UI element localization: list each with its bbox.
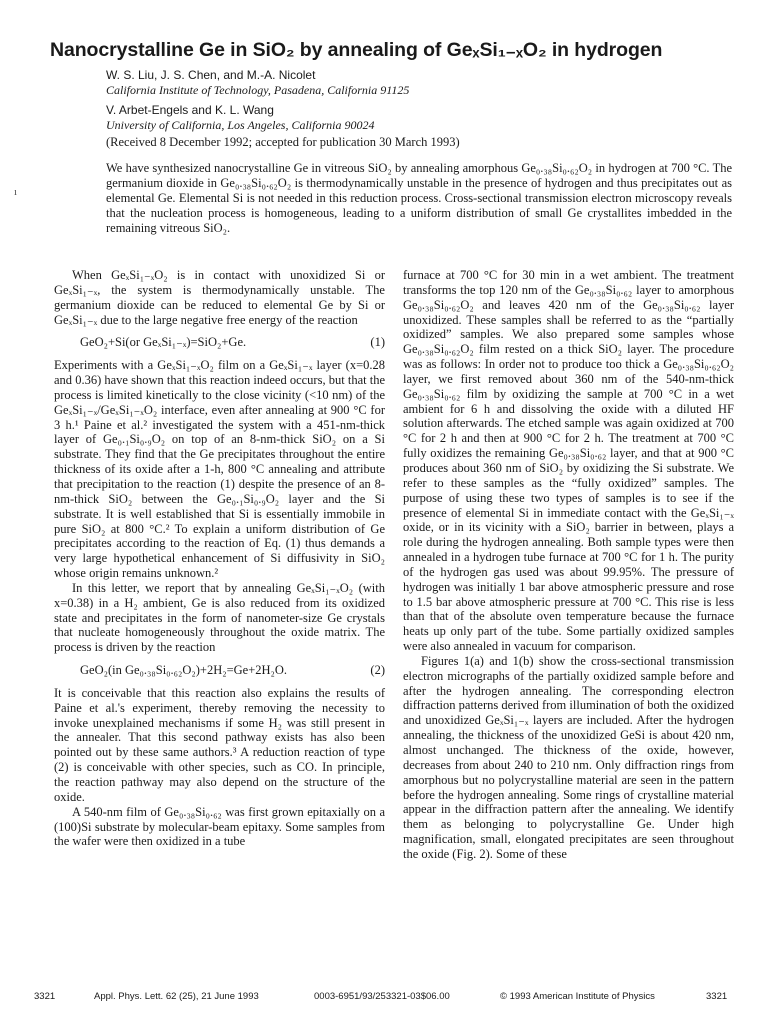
paragraph: In this letter, we report that by annealing GeₓSi₁₋ₓO₂ (with x=0.38) in a H₂ ambient, Ge is also reduced from its oxidized state and precipitates in the form of nanometer-size Ge crystals that nucleate homogeneously throughout the oxide matrix. The process is driven by the reaction <box>54 580 385 655</box>
paragraph: It is conceivable that this reaction also explains the results of Paine et al.'s experiment, thereby removing the necessity to invoke unexplained mechanisms if some H₂ was still present in the annealer. That this second pathway exists has also been pointed out by these same authors.³ A reduction reaction of type (2) is conceivable with other species, such as CO. In principle, the reaction pathway may also depend on the structure of the oxide. <box>54 685 385 804</box>
affiliation-caltech: California Institute of Technology, Pasadena, California 91125 <box>106 83 410 97</box>
footer-journal: Appl. Phys. Lett. 62 (25), 21 June 1993 <box>94 991 259 1002</box>
affiliation-ucla: University of California, Los Angeles, California 90024 <box>106 118 375 132</box>
right-column <box>403 268 734 862</box>
equation-2-number: (2) <box>370 663 385 678</box>
equation-1-number: (1) <box>370 335 385 350</box>
paragraph: When GeₓSi₁₋ₓO₂ is in contact with unoxidized Si or GeₓSi₁₋ₓ, the system is thermodynamically unstable. The germanium dioxide can be reduced to elemental Ge by Si or GeₓSi₁₋ₓ due to the large negative free energy of the reaction <box>54 268 385 327</box>
authors-ucla: V. Arbet-Engels and K. L. Wang <box>106 103 274 117</box>
paragraph: furnace at 700 °C for 30 min in a wet ambient. The treatment transforms the top 120 nm of the Ge₀.₃₈Si₀.₆₂ layer to amorphous Ge₀.₃₈Si₀.₆₂O₂ and leaves 420 nm of the Ge₀.₃₈Si₀.₆₂ layer unoxidized. These samples shall be referred to as the “partially oxidized” samples. We also prepared some samples whose Ge₀.₃₈Si₀.₆₂O₂ film rested on a thick SiO₂ layer. The procedure was as follows: In order not to produce too thick a Ge₀.₃₈Si₀.₆₂O₂ layer, we first removed about 360 nm of the 540-nm-thick Ge₀.₃₈Si₀.₆₂ film by oxidizing the sample at 700 °C in a wet ambient for 6 h and dissolving the oxide with a diluted HF solution afterwards. The etched sample was again oxidized at 700 °C for 2 h and then at 900 °C for 2 h. The treatment at 700 °C fully oxidizes the remaining Ge₀.₃₈Si₀.₆₂ layer, and that at 900 °C produces about 360 nm of SiO₂ by oxidizing the Si substrate. We refer to these samples as the “fully oxidized” samples. The purpose of using these two types of samples is to see if the presence of elemental Si in immediate contact with the GeₓSi₁₋ₓ oxide, or in its vicinity with a SiO₂ barrier in between, plays a role during the hydrogen annealing. Both sample types were then annealed in a hydrogen tube furnace at 700 °C for 1 h. The purity of the hydrogen gas used was about 99.95%. The pressure of hydrogen was initially 1 bar above atmospheric pressure and rose to 1.5 bar above atmospheric pressure at 700 °C. This rise is less than that of the absolute oven temperature because the furnace heats up only part of the tube. Some partially oxidized samples were also annealed in vacuum for comparison. <box>403 268 734 654</box>
footer-code: 0003-6951/93/253321-03$06.00 <box>314 991 450 1002</box>
equation-2 <box>54 663 385 678</box>
margin-mark: ı <box>14 186 18 198</box>
equation-1-text: GeO₂+Si(or GeₓSi₁₋ₓ)=SiO₂+Ge. <box>80 335 247 350</box>
paragraph: A 540-nm film of Ge₀.₃₈Si₀.₆₂ was first grown epitaxially on a (100)Si substrate by molecular-beam epitaxy. Some samples from the wafer were then oxidized in a tube <box>54 804 385 849</box>
paragraph: Figures 1(a) and 1(b) show the cross-sectional transmission electron micrographs of the partially oxidized sample before and after the hydrogen annealing. The corresponding electron diffraction patterns derived from illumination of both the oxidized and unoxidized GeₓSi₁₋ₓ layers are included. After the hydrogen annealing, the thickness of the unoxidized GeSi is about 420 nm, almost unchanged. The thickness of the oxide, however, decreases from about 240 to 210 nm. Only diffraction rings from amorphous but no polycrystalline material are seen in the pattern before the hydrogen annealing. Some rings of crystalline material appear in the diffraction pattern after the annealing. We identify them as belonging to polycrystalline Ge. Under high magnification, small, elongated precipitates are seen throughout the oxide (Fig. 2). Some of these <box>403 653 734 861</box>
paragraph: Experiments with a GeₓSi₁₋ₓO₂ film on a GeₓSi₁₋ₓ layer (x=0.28 and 0.36) have shown that this reaction indeed occurs, but that the process is limited kinetically to the close vicinity (<10 nm) of the GeₓSi₁₋ₓ/GeₓSi₁₋ₓO₂ interface, even after annealing at 900 °C for 3 h.¹ Paine et al.² investigated the system with a 451-nm-thick layer of Ge₀.₁Si₀.₉O₂ on top of an 8-nm-thick SiO₂ on a Si substrate. They find that the Ge precipitates throughout the entire thickness of its oxide after a 1-h, 800 °C annealing and attribute that precipitation to the reaction (1) despite the presence of an 8-nm-thick SiO₂ between the Ge₀.₁Si₀.₉O₂ layer and the Si substrate. It is well established that Si is essentially immobile in pure SiO₂ at 800 °C.² To explain a uniform distribution of Ge precipitates according to the reaction of Eq. (1) thus demands a very large hypothetical enhancement of Si diffusivity in SiO₂ whose origin remains unknown.² <box>54 358 385 581</box>
footer-page-number-left: 3321 <box>34 991 56 1002</box>
received-dates: (Received 8 December 1992; accepted for publication 30 March 1993) <box>106 135 460 149</box>
equation-2-text: GeO₂(in Ge₀.₃₈Si₀.₆₂O₂)+2H₂=Ge+2H₂O. <box>80 663 288 678</box>
equation-1 <box>54 335 385 350</box>
abstract: We have synthesized nanocrystalline Ge in vitreous SiO₂ by annealing amorphous Ge₀.₃₈Si₀.₆₂O₂ in hydrogen at 700 °C. The germanium dioxide in Ge₀.₃₈Si₀.₆₂O₂ is thermodynamically unstable in the presence of hydrogen and thus precipitates out as elemental Ge. Elemental Si is not needed in this reduction process. Cross-sectional transmission electron microscopy reveals that the nucleation process is homogeneous, leading to a uniform distribution of small Ge crystallites imbedded in the remaining vitreous SiO₂. <box>106 161 732 236</box>
footer-page-number-right: 3321 <box>706 991 728 1002</box>
authors-caltech: W. S. Liu, J. S. Chen, and M.-A. Nicolet <box>106 68 316 82</box>
left-column <box>54 268 385 849</box>
paper-title: Nanocrystalline Ge in SiO₂ by annealing of GeₓSi₁₋ₓO₂ in hydrogen <box>50 39 663 61</box>
footer-copyright: © 1993 American Institute of Physics <box>500 991 655 1002</box>
